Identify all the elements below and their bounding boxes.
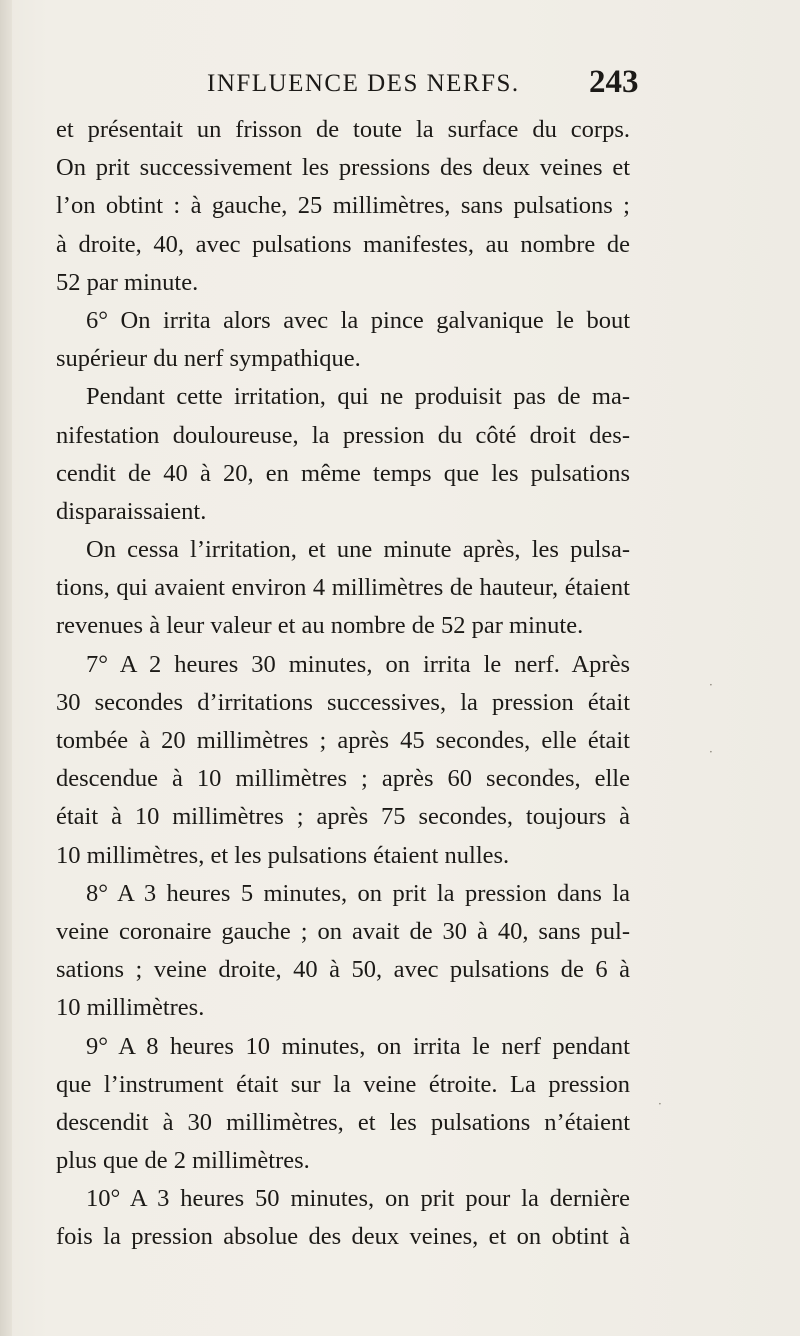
text-line: disparaissaient. <box>56 497 207 525</box>
text-line: tions, qui avaient environ 4 millimètres de hauteur, étaient <box>56 574 630 602</box>
text-line: On prit successivement les pressions des deux veines et <box>56 154 630 182</box>
text-line: 10° A 3 heures 50 minutes, on prit pour la dernière <box>86 1185 630 1213</box>
text-line: descendue à 10 millimètres ; après 60 secondes, elle <box>56 765 630 793</box>
text-line: 7° A 2 heures 30 minutes, on irrita le nerf. Après <box>86 650 630 678</box>
text-line: fois la pression absolue des deux veines, et on obtint à <box>56 1223 630 1251</box>
text-line: 9° A 8 heures 10 minutes, on irrita le nerf pendant <box>86 1032 630 1060</box>
text-line: On cessa l’irritation, et une minute après, les pulsa- <box>86 536 630 564</box>
page-number: 243 <box>589 64 639 100</box>
text-line: supérieur du nerf sympathique. <box>56 345 361 373</box>
text-line: que l’instrument était sur la veine étroite. La pression <box>56 1070 630 1098</box>
text-line: 30 secondes d’irritations successives, la pression était <box>56 688 630 716</box>
paper-speck: · <box>709 678 713 692</box>
text-line: l’on obtint : à gauche, 25 millimètres, sans pulsations ; <box>56 192 630 220</box>
text-line: Pendant cette irritation, qui ne produisit pas de ma- <box>86 383 630 411</box>
text-line: tombée à 20 millimètres ; après 45 secondes, elle était <box>56 727 630 754</box>
text-line: plus que de 2 millimètres. <box>56 1147 310 1175</box>
binding-shadow <box>0 0 12 1336</box>
text-line: cendit de 40 à 20, en même temps que les pulsations <box>56 459 630 487</box>
text-line: 10 millimètres. <box>56 994 205 1022</box>
running-head <box>0 64 800 110</box>
paper-speck: · <box>658 1097 662 1111</box>
text-line: 10 millimètres, et les pulsations étaient nulles. <box>56 841 510 869</box>
body-text <box>56 111 630 1257</box>
text-line: descendit à 30 millimètres, et les pulsations n’étaient <box>56 1108 630 1136</box>
text-line: nifestation douloureuse, la pression du côté droit des- <box>56 421 630 449</box>
text-line: 6° On irrita alors avec la pince galvanique le bout <box>86 306 630 334</box>
text-line: veine coronaire gauche ; on avait de 30 à 40, sans pul- <box>56 917 630 945</box>
running-title: INFLUENCE DES NERFS. <box>207 70 520 97</box>
text-line: était à 10 millimètres ; après 75 secondes, toujours à <box>56 803 630 831</box>
text-line: 8° A 3 heures 5 minutes, on prit la pression dans la <box>86 879 630 907</box>
text-line: à droite, 40, avec pulsations manifestes, au nombre de <box>56 230 630 258</box>
text-line: 52 par minute. <box>56 268 199 296</box>
paper-speck: · <box>709 745 713 759</box>
text-line: revenues à leur valeur et au nombre de 52 par minute. <box>56 612 584 640</box>
text-line: sations ; veine droite, 40 à 50, avec pulsations de 6 à <box>56 956 630 984</box>
text-line: et présentait un frisson de toute la surface du corps. <box>56 116 630 143</box>
